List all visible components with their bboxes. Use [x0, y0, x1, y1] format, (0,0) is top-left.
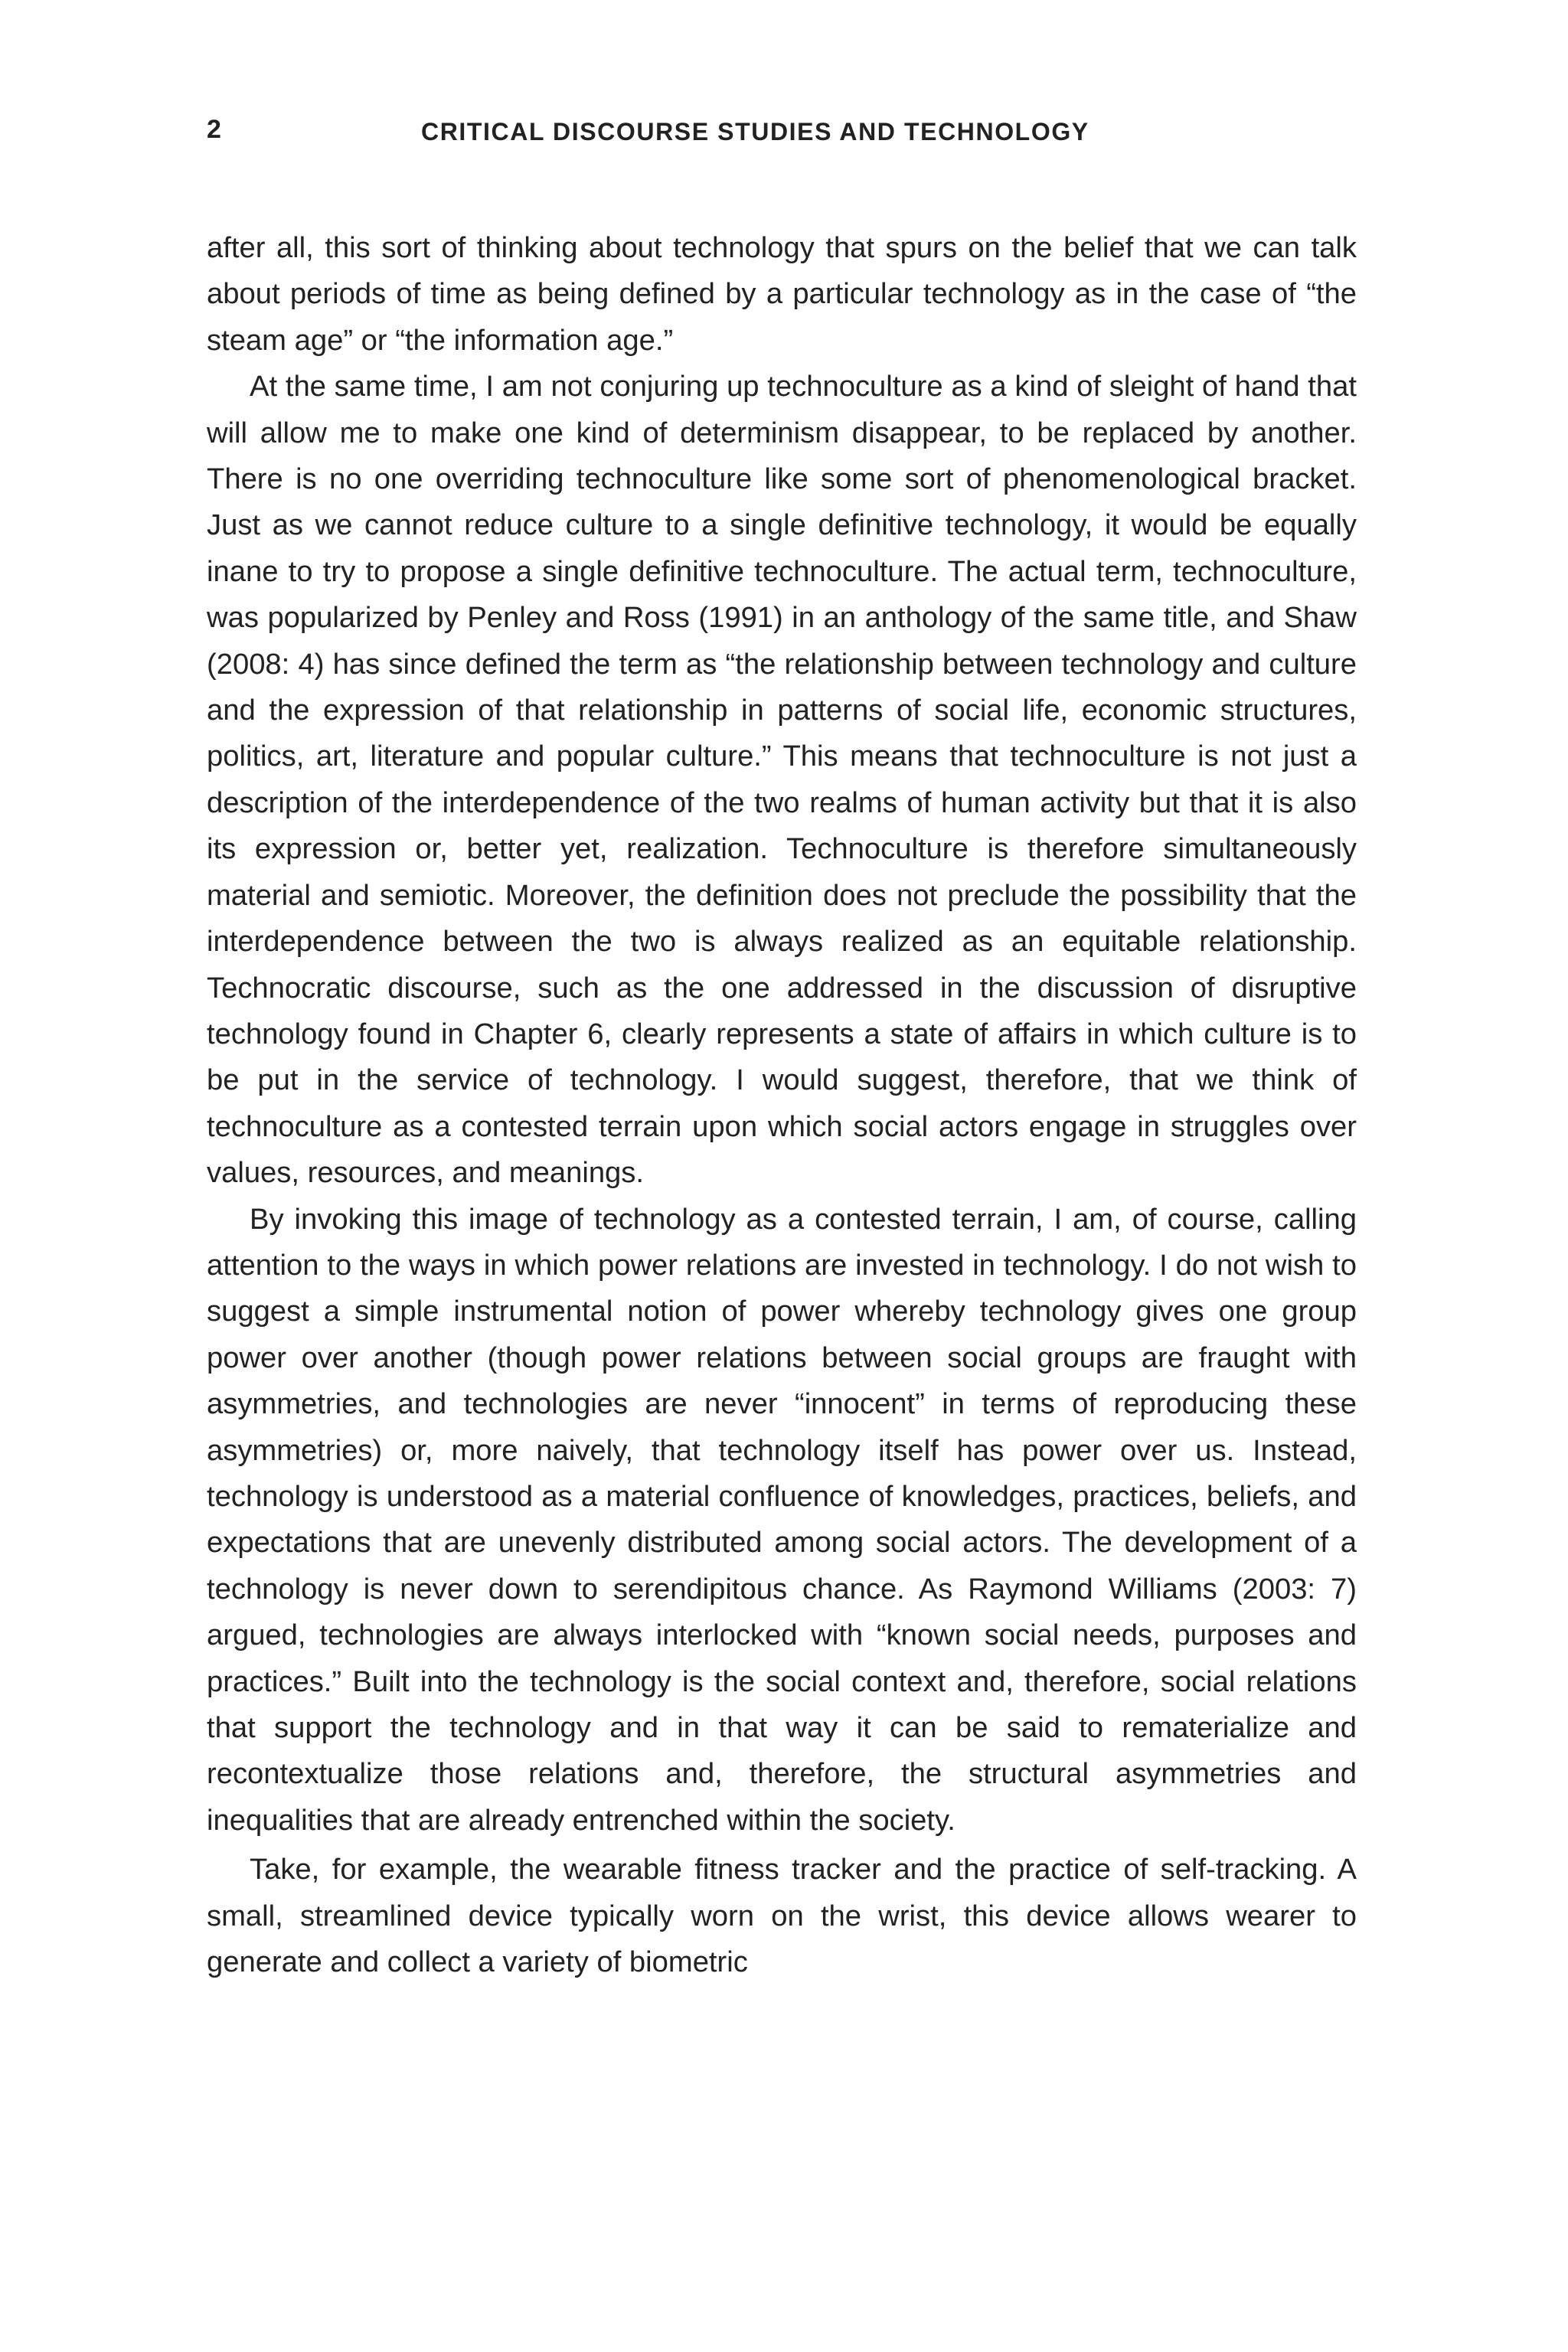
paragraph-3: By invoking this image of technology as a contested terrain, I am, of course, calling attention to the ways in which power relations are invested in technology. I do not wish to suggest a simple instrumental notion of power whereby technology gives one group power over another (though power relations between social groups are fraught with asymmetries, and technologies are never “innocent” in terms of reproducing these asymmetries) or, more naively, that technology itself has power over us. Instead, technology is understood as a material confluence of knowledges, practices, beliefs, and expectations that are unevenly distributed among social actors. The development of a technology is never down to serendipitous chance. As Raymond Williams (2003: 7) argued, technologies are always interlocked with “known social needs, purposes and practices.” Built into the technology is the social context and, therefore, social relations that support the technology and in that way it can be said to rematerialize and recontextualize those relations and, therefore, the structural asymmetries and inequalities that are already entrenched within the society. [207, 1202, 1357, 1837]
paragraph-1: after all, this sort of thinking about technology that spurs on the belief that we can talk about periods of time as being defined by a particular technology as in the case of “the steam age” or “the information age.” [207, 231, 1357, 357]
paragraph-2: At the same time, I am not conjuring up technoculture as a kind of sleight of hand that will allow me to make one kind of determinism disappear, to be replaced by another. There is no one overriding technoculture like some sort of phenomenological bracket. Just as we cannot reduce culture to a single definitive technology, it would be equally inane to try to propose a single definitive technoculture. The actual term, technoculture, was popularized by Penley and Ross (1991) in an anthology of the same title, and Shaw (2008: 4) has since defined the term as “the relationship between technology and culture and the expression of that relationship in patterns of social life, economic structures, politics, art, literature and popular culture.” This means that technoculture is not just a description of the interdependence of the two realms of human activity but that it is also its expression or, better yet, realization. Technoculture is therefore simultaneously material and semiotic. Moreover, the definition does not preclude the possibility that the interdependence between the two is always realized as an equitable relationship. Technocratic discourse, such as the one addressed in the discussion of disruptive technology found in Chapter 6, clearly represents a state of affairs in which culture is to be put in the service of technology. I would suggest, therefore, that we think of technoculture as a contested terrain upon which social actors engage in struggles over values, resources, and meanings. [207, 370, 1357, 1190]
paragraph-4: Take, for example, the wearable fitness tracker and the practice of self-tracking. A small, streamlined device typically worn on the wrist, this device allows wearer to generate and collect a variety of biometric [207, 1853, 1357, 1979]
body-text [207, 225, 1357, 1985]
running-head [207, 115, 1355, 161]
running-title: CRITICAL DISCOURSE STUDIES AND TECHNOLOGY [421, 118, 1089, 145]
page-number: 2 [207, 115, 221, 144]
